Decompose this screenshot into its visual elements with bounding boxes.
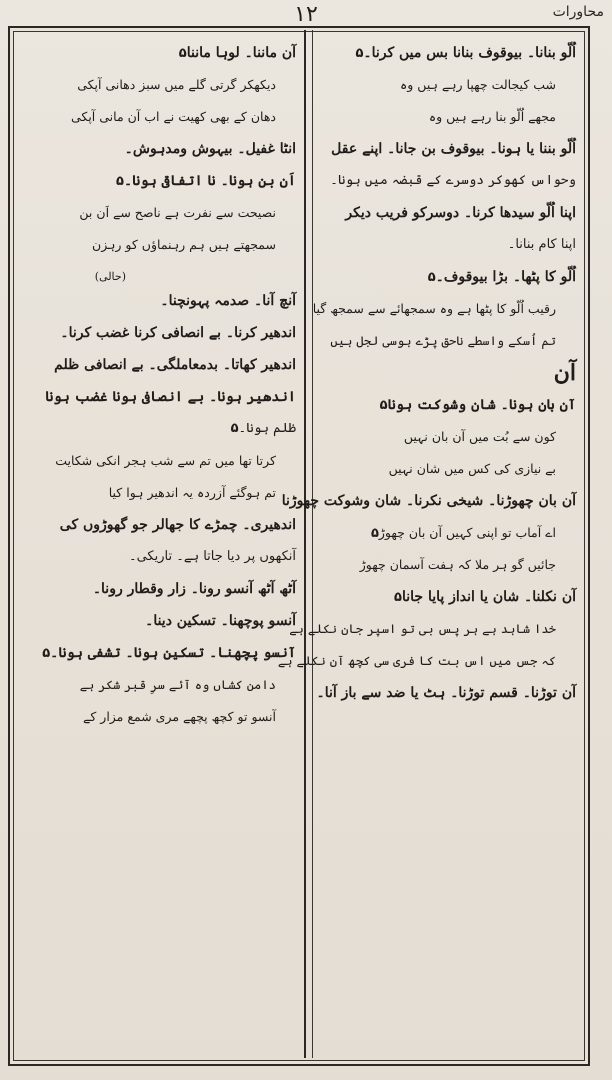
verse-line	[318, 76, 576, 95]
verse-marker: ۵	[42, 646, 51, 661]
line-text: اندھیری۔ چمڑے کا جھالر جو گھوڑوں کی	[59, 517, 296, 533]
line-text: مجھے اُلّو بنا رہے ہیں وہ	[428, 109, 556, 124]
column-divider	[304, 30, 313, 1058]
verse-marker: ۵	[427, 270, 436, 285]
line-text: آن	[553, 360, 576, 386]
verse-line	[18, 676, 296, 695]
idiom-heading-line	[18, 388, 296, 407]
text-line	[18, 420, 296, 439]
idiom-heading-line	[318, 204, 576, 223]
verse-line	[312, 300, 576, 319]
line-text: ظلم ہونا۔	[238, 421, 296, 436]
line-text: آن توڑنا۔ قسم توڑنا۔ ہٹ یا ضد سے باز آنا۔	[316, 685, 576, 701]
line-text: انٹا غفیل۔ بیہوش ومدہوش۔	[124, 141, 296, 157]
idiom-heading-line	[18, 172, 296, 191]
idiom-heading-line	[18, 612, 296, 631]
verse-line	[18, 452, 296, 471]
idiom-heading-line	[18, 44, 296, 63]
line-text: دھان کے بھی کھیت نے اب آن مانی آپکی	[71, 109, 276, 124]
text-line	[318, 172, 576, 191]
idiom-heading-line	[318, 396, 576, 415]
text-line	[318, 236, 576, 255]
line-text: آن ماننا۔ لوہا ماننا	[186, 45, 296, 61]
idiom-heading-line	[18, 516, 296, 535]
verse-line	[318, 428, 576, 447]
verse-marker: ۵	[116, 174, 124, 189]
verse-line	[18, 76, 296, 95]
line-text: آن نکلنا۔ شان یا انداز پایا جانا	[401, 589, 576, 605]
verse-line	[318, 524, 576, 543]
verse-marker: ۵	[370, 526, 379, 541]
line-text: تم اُسکے واسطے ناحق پڑے ہوسی لجل ہیں	[330, 333, 556, 348]
verse-marker: ۵	[379, 398, 388, 413]
verse-line	[18, 108, 296, 127]
idiom-heading-line	[18, 644, 296, 663]
line-text: کرتا تھا میں تم سے شب ہجر انکی شکایت	[55, 453, 276, 468]
line-text: تم ہوگئے آزردہ یہ اندھیر ہوا کیا	[108, 485, 276, 500]
line-text: (حالی)	[94, 270, 126, 283]
line-text: کہ جس میں اس بت کا فری سی کچھ آن نکلے ہے	[277, 653, 556, 668]
line-text: آٹھ آٹھ آنسو رونا۔ زار وقطار رونا۔	[92, 581, 296, 597]
idiom-heading-line	[18, 292, 296, 311]
line-text: خدا شاہد ہے ہر پس بی تو اسپر جان نکلے ہے	[289, 621, 556, 636]
line-text: اندھیر کھاتا۔ بدمعاملگی۔ بے انصافی ظلم	[54, 357, 296, 373]
idiom-heading-line	[18, 140, 296, 159]
idiom-heading-line	[318, 44, 576, 63]
line-text: آن بان چھوڑنا۔ شیخی نکرنا۔ شان وشوکت چھوڑنا	[281, 493, 576, 509]
line-text: اپنا کام بنانا۔	[507, 237, 576, 252]
idiom-heading-line	[18, 324, 296, 343]
line-text: کون سے بُت میں آن بان نہیں	[403, 429, 556, 444]
verse-line	[318, 332, 576, 351]
line-text: اے آماب تو اپنی کہیں آن بان چھوڑ	[378, 525, 556, 540]
verse-line	[18, 484, 296, 503]
line-text: رقیب اُلّو کا پٹھا ہے وہ سمجھائے سے سمجھ گیا	[312, 301, 556, 316]
line-text: آنسو تو کچھ پچھے مری شمع مزار کے	[83, 709, 276, 724]
line-text: اُلّو کا پٹھا۔ بڑا بیوقوف۔	[435, 269, 576, 285]
verse-line	[318, 460, 576, 479]
idiom-heading-line	[18, 356, 296, 375]
line-text: جائیں گو ہر ملا کہ ہفت آسمان چھوڑ	[359, 557, 556, 572]
verse-line	[18, 236, 296, 255]
book-title: محاورات	[552, 4, 604, 20]
line-text: شب کیجالت چھپا رہے ہیں وہ	[399, 77, 556, 92]
verse-line	[18, 204, 296, 223]
idiom-heading-line	[318, 140, 576, 159]
line-text: سمجھتے ہیں ہم رہنماؤں کو رہزن	[92, 237, 276, 252]
idiom-heading-line	[318, 268, 576, 287]
right-column	[277, 44, 576, 1049]
idiom-heading-line	[281, 492, 576, 511]
idiom-heading-line	[318, 684, 576, 703]
line-text: آنسو پچھنا۔ تسکین ہونا۔ تشفی ہونا۔	[50, 645, 296, 661]
line-text: نصیحت سے نفرت ہے ناصح سے اَن بن	[79, 205, 276, 220]
line-text: اندھیر کرنا۔ بے انصافی کرنا غضب کرنا۔	[60, 325, 296, 341]
line-text: وحواس کھوکر دوسرے کے قبضہ میں ہونا۔	[330, 173, 576, 188]
text-line	[18, 548, 296, 567]
line-text: اندھیر ہونا۔ بے انصافی ہونا غضب ہونا	[45, 389, 296, 405]
verse-line	[277, 652, 576, 671]
page-number: ۱۲	[294, 2, 318, 27]
line-text: اُلّو بننا یا ہونا۔ بیوقوف بن جانا۔ اپنے عقل	[331, 141, 576, 157]
verse-marker: ۵	[394, 590, 402, 605]
idiom-heading-line	[318, 360, 576, 388]
line-text: آنچ آنا۔ صدمہ پہونچنا۔	[160, 293, 296, 309]
verse-line	[318, 108, 576, 127]
line-text: آن بان ہونا۔ شان وشوکت ہونا	[387, 397, 576, 413]
line-text: آنکھوں پر دیا جاتا ہے۔ تاریکی۔	[128, 549, 296, 564]
verse-line	[318, 556, 576, 575]
line-text: دیکھکر گرتی گلے میں سبز دھانی آپکی	[77, 77, 276, 92]
line-text: اَن بن ہونا۔ نا اتفاقی ہونا۔	[123, 173, 296, 189]
line-text: بے نیازی کی کس میں شان نہیں	[388, 461, 556, 476]
idiom-heading-line	[18, 580, 296, 599]
verse-marker: ۵	[178, 46, 187, 61]
verse-marker: ۵	[230, 421, 239, 436]
verse-marker: ۵	[355, 46, 364, 61]
verse-line	[18, 708, 296, 727]
line-text: اُلّو بنانا۔ بیوقوف بنانا بس میں کرنا۔	[363, 45, 576, 61]
line-text: دامن کشاں وہ آئے سرِ قبر شکر ہے	[79, 677, 276, 692]
line-text: اپنا اُلّو سیدھا کرنا۔ دوسرکو فریب دیکر	[345, 205, 576, 221]
idiom-heading-line	[318, 588, 576, 607]
verse-line	[289, 620, 576, 639]
left-column	[18, 44, 296, 1049]
attribution-note	[18, 268, 296, 286]
line-text: آنسو پوچھنا۔ تسکین دینا۔	[145, 613, 296, 629]
